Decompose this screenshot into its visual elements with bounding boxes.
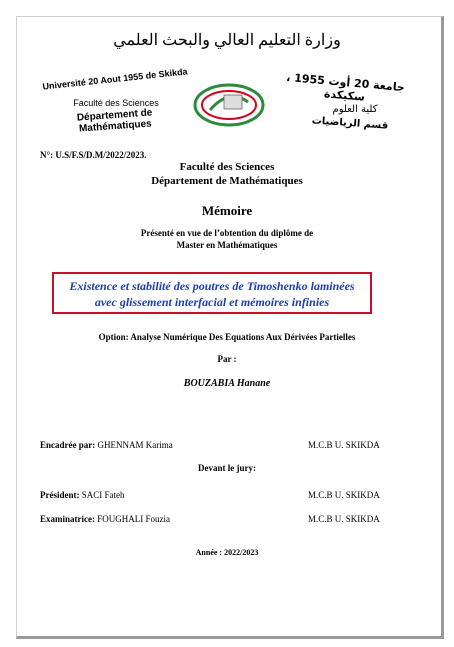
university-logo bbox=[190, 80, 268, 130]
faculty-name-ar: كلية العلوم bbox=[332, 104, 378, 115]
supervisor-grade: M.C.B U. SKIKDA bbox=[308, 440, 380, 450]
president-name: SACI Fateh bbox=[81, 490, 125, 500]
by-label: Par : bbox=[217, 354, 237, 364]
jury-heading: Devant le jury: bbox=[198, 463, 256, 473]
university-name-ar: جامعة 20 أوت 1955 ، سكيكدة bbox=[285, 70, 406, 104]
president-label: Président: bbox=[40, 490, 80, 500]
department-line: Département de Mathématiques bbox=[151, 175, 303, 187]
examiner-grade: M.C.B U. SKIKDA bbox=[308, 514, 380, 524]
thesis-title-line-2: avec glissement interfacial et mémoires infinies bbox=[94, 295, 330, 309]
thesis-title-box bbox=[52, 272, 372, 314]
supervisor-label: Encadrée par: bbox=[40, 440, 96, 450]
president-row bbox=[40, 490, 410, 500]
academic-year: Année : 2022/2023 bbox=[195, 548, 259, 557]
faculty-line: Faculté des Sciences bbox=[179, 161, 275, 173]
supervisor-row bbox=[40, 440, 410, 450]
examiner-row bbox=[40, 514, 410, 524]
faculty-name-fr: Faculté des Sciences bbox=[73, 98, 159, 108]
president-grade: M.C.B U. SKIKDA bbox=[308, 490, 380, 500]
supervisor-name: GHENNAM Karima bbox=[97, 440, 173, 450]
author-name: BOUZABIA Hanane bbox=[183, 378, 271, 389]
examiner-label: Examinatrice: bbox=[40, 514, 95, 524]
presented-line-2: Master en Mathématiques bbox=[176, 240, 278, 250]
option-line: Option: Analyse Numérique Des Equations Aux Dérivées Partielles bbox=[98, 332, 356, 342]
ministry-title: وزارة التعليم العالي والبحث العلمي bbox=[113, 32, 341, 49]
university-name-fr: Université 20 Aout 1955 de Skikda bbox=[42, 66, 188, 92]
department-name-ar: قسم الرياضيات bbox=[311, 115, 389, 132]
presented-line-1: Présenté en vue de l’obtention du diplôme de bbox=[140, 228, 314, 238]
examiner-name: FOUGHALI Fouzia bbox=[97, 514, 170, 524]
presented-for bbox=[0, 227, 454, 251]
faculty-block bbox=[0, 160, 454, 188]
document-type: Mémoire bbox=[201, 203, 253, 218]
thesis-title-line-1: Existence et stabilité des poutres de Timoshenko laminées bbox=[69, 279, 355, 293]
reference-number: N°: U.S/F.S/D.M/2022/2023. bbox=[40, 150, 147, 160]
department-name-fr: Département de Mathématiques bbox=[76, 107, 153, 135]
